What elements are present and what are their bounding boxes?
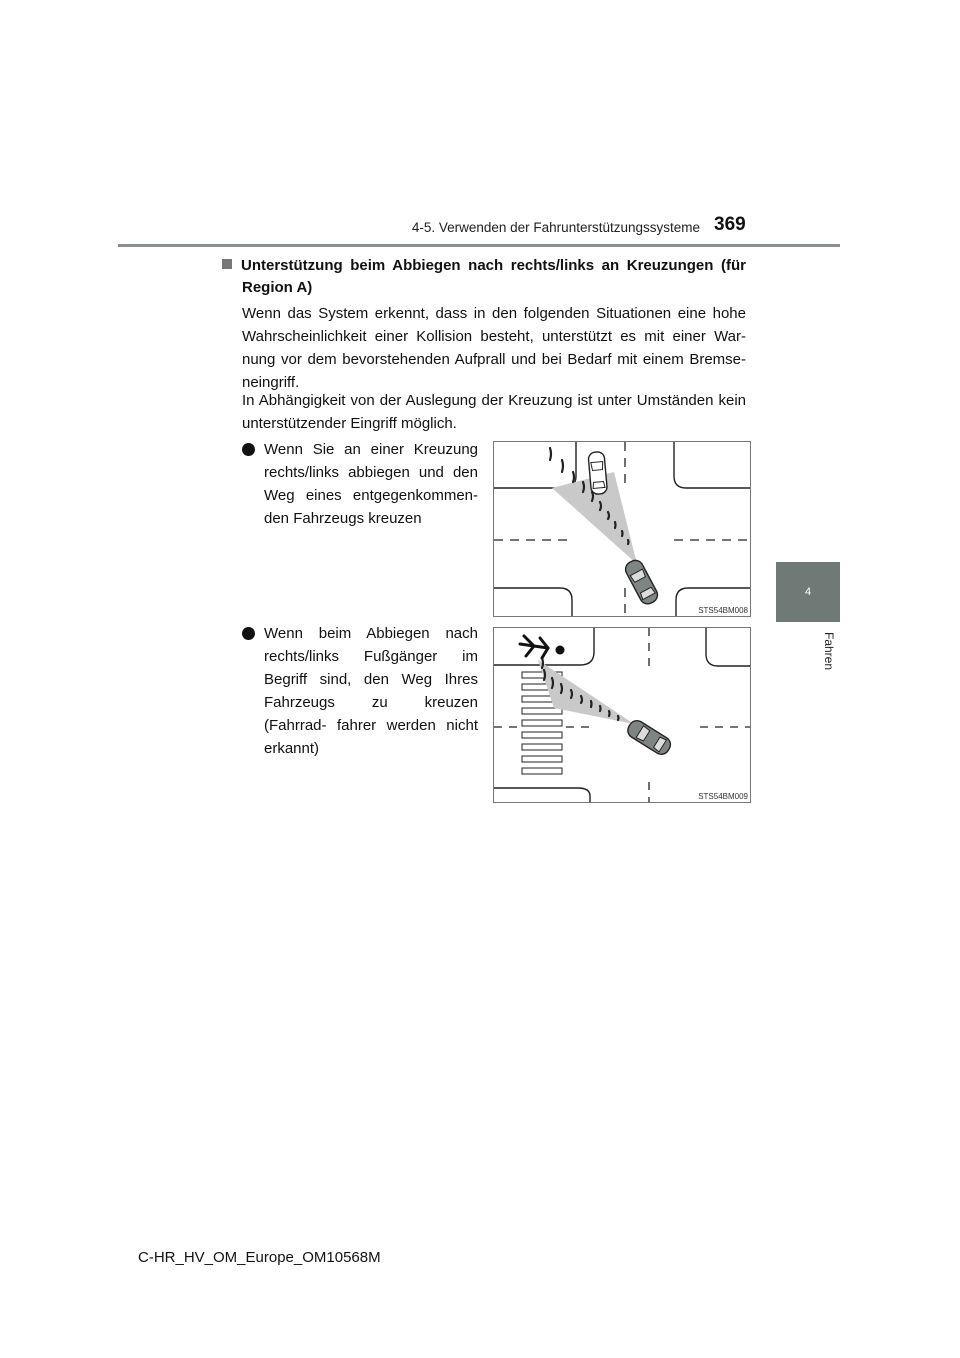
list-item bbox=[242, 438, 478, 530]
figure-oncoming-vehicle bbox=[493, 441, 751, 617]
chapter-label: Fahren bbox=[822, 632, 836, 671]
section-title: 4-5. Verwenden der Fahrunterstützungssysteme bbox=[411, 220, 700, 235]
figure-label: STS54BM008 bbox=[698, 606, 748, 615]
intro-paragraph: Wenn das System erkennt, dass in den folgenden Situationen eine hohe Wahrscheinlichkeit einer Kollision besteht, unterstützt es mit einer War- nung vor dem bevorstehenden Aufprall und bei Bedarf mit einem Bremse- neingriff. bbox=[242, 305, 746, 391]
bullet-icon bbox=[242, 627, 255, 640]
header-divider bbox=[118, 244, 840, 247]
list-item bbox=[242, 622, 478, 760]
bullet-icon bbox=[242, 443, 255, 456]
heading-text: Unterstützung beim Abbiegen nach rechts/links an Kreuzungen (für Region A) bbox=[241, 257, 746, 296]
figure-label: STS54BM009 bbox=[698, 792, 748, 801]
intersection-diagram bbox=[494, 442, 750, 616]
pedestrian-crossing-diagram bbox=[494, 628, 750, 802]
figure-pedestrian bbox=[493, 627, 751, 803]
square-bullet-icon bbox=[222, 259, 232, 269]
chapter-tab[interactable]: 4 bbox=[776, 562, 840, 622]
page-number: 369 bbox=[714, 214, 746, 235]
section-heading bbox=[222, 255, 746, 299]
document-id: C-HR_HV_OM_Europe_OM10568M bbox=[138, 1249, 381, 1266]
note-paragraph: In Abhängigkeit von der Auslegung der Kreuzung ist unter Umständen kein unterstützender Eingriff möglich. bbox=[242, 392, 746, 432]
bullet-text: Wenn Sie an einer Kreuzung rechts/links abbiegen und den Weg eines entgegenkommen- den Fahrzeugs kreuzen bbox=[264, 441, 478, 527]
bullet-text: Wenn beim Abbiegen nach rechts/links Fußgänger im Begriff sind, den Weg Ihres Fahrzeugs zu kreuzen (Fahrrad- fahrer werden nicht erkannt) bbox=[264, 625, 478, 757]
